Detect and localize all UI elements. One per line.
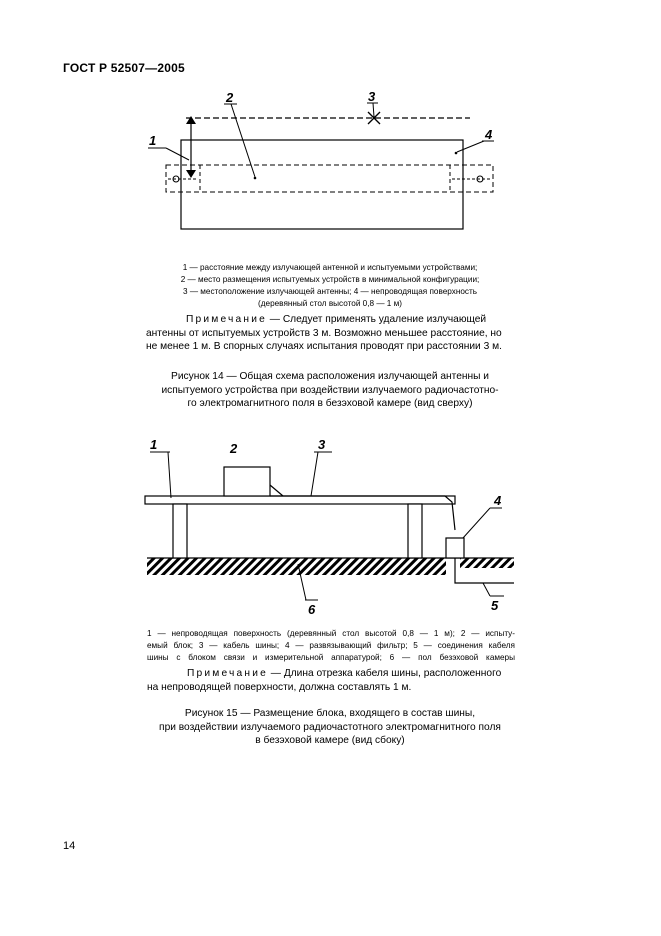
fig14-label-2: 2 [226, 90, 234, 105]
table-surface [145, 496, 455, 504]
figure-15-caption: Рисунок 15 — Размещение блока, входящего в состав шины, при воздействии излучаемого радиочастотного электромагнитного поля в безэховой камере (вид сбоку) [159, 708, 501, 746]
table-top-view [181, 140, 463, 229]
fig15-label-2: 2 [230, 441, 238, 456]
figure-15-note: Примечание — Длина отрезка кабеля шины, расположенного на непроводящей поверхности, должна составлять 1 м. [147, 668, 502, 693]
fig15-label-5: 5 [491, 598, 499, 613]
table-leg-right [408, 504, 422, 558]
anechoic-floor [147, 558, 446, 575]
fig15-label-1: 1 [150, 437, 158, 452]
fig14-label-3: 3 [368, 89, 376, 104]
device-area [166, 165, 493, 192]
figure-14-note: Примечание — Следует применять удаление излучающей антенны от испытуемых устройств 3 м. Возможно меньшее расстояние, но не менее 1 м. В спорных случаях испытания проводят при расстоянии 3 м. [146, 314, 502, 352]
fig15-label-4: 4 [494, 493, 502, 508]
document-header: ГОСТ Р 52507—2005 [63, 61, 185, 75]
fig14-label-1: 1 [149, 133, 157, 148]
fig15-label-3: 3 [318, 437, 326, 452]
figure-14-diagram [0, 0, 661, 250]
fig14-label-4: 4 [485, 127, 493, 142]
figure-15-legend: 1 — непроводящая поверхность (деревянный стол высотой 0,8 — 1 м); 2 — испыту- емый блок; 3 — кабель шины; 4 — развязывающий фильтр; 5 — соединения кабеля шины с блоком связи и измерительной аппаратурой; 6 — пол безэховой камеры [147, 629, 515, 662]
page-number: 14 [63, 840, 76, 852]
figure-14-caption: Рисунок 14 — Общая схема расположения излучающей антенны и испытуемого устройства при воздействии излучаемого радиочастотно- го электромагнитного поля в безэховой камере (вид сверху) [161, 371, 499, 409]
table-leg-left [173, 504, 187, 558]
figure-15-diagram [0, 430, 661, 620]
figure-14-legend: 1 — расстояние между излучающей антенной и испытуемыми устройствами; 2 — место размещения испытуемых устройств в минимальной конфигурации; 3 — местоположение излучающей антенны; 4 — непроводящая поверхность (деревянный стол высотой 0,8 — 1 м) [180, 263, 480, 308]
bus-cable [270, 485, 283, 496]
device-under-test [224, 467, 270, 496]
decoupling-filter [446, 538, 464, 558]
fig15-label-6: 6 [308, 602, 316, 617]
